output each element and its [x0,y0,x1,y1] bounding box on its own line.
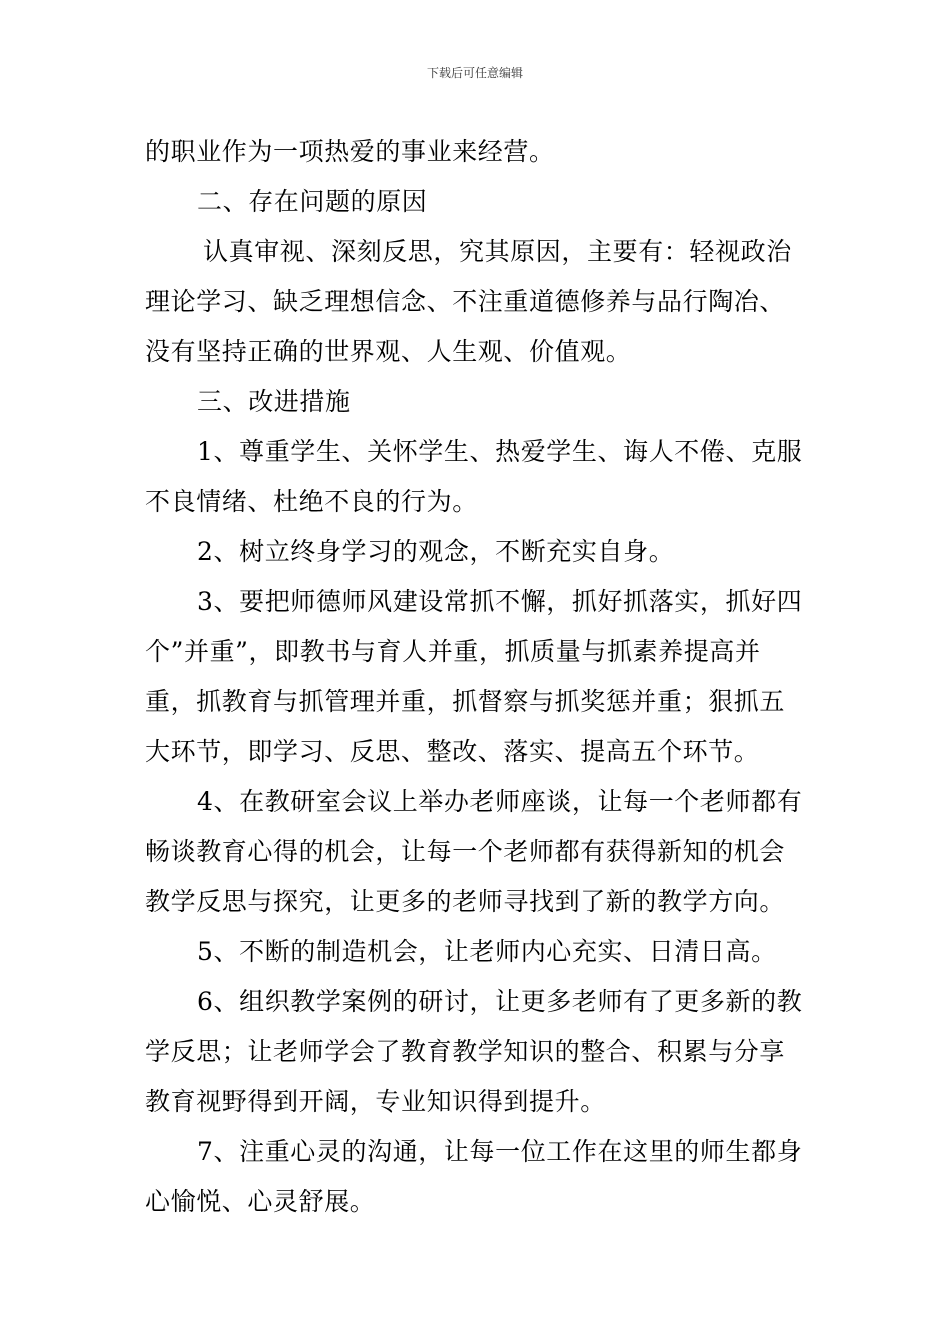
list-item: 7、注重心灵的沟通，让每一位工作在这里的师生都身 [197,1137,803,1166]
section-heading: 三、改进措施 [197,387,351,416]
paragraph-line: 重，抓教育与抓管理并重，抓督察与抓奖惩并重；狠抓五 [145,687,786,716]
paragraph-line: 的职业作为一项热爱的事业来经营。 [145,137,555,166]
header-note: 下载后可任意编辑 [426,66,523,80]
paragraph-line: 学反思；让老师学会了教育教学知识的整合、积累与分享 [145,1037,786,1066]
paragraph-line: 教育视野得到开阔，专业知识得到提升。 [145,1087,606,1116]
paragraph-line: 大环节，即学习、反思、整改、落实、提高五个环节。 [145,737,760,766]
list-item: 4、在教研室会议上举办老师座谈，让每一个老师都有 [197,787,803,816]
paragraph-line: 理论学习、缺乏理想信念、不注重道德修养与品行陶冶、 [145,287,786,316]
paragraph-line: 畅谈教育心得的机会，让每一个老师都有获得新知的机会 [145,837,786,866]
paragraph-line: 认真审视、深刻反思，究其原因，主要有：轻视政治 [203,237,792,266]
paragraph-line: 教学反思与探究，让更多的老师寻找到了新的教学方向。 [145,887,786,916]
document-body [145,127,810,1227]
paragraph-line: 个”并重”，即教书与育人并重，抓质量与抓素养提高并 [145,637,761,666]
list-item: 6、组织教学案例的研讨，让更多老师有了更多新的教 [197,987,803,1016]
list-item: 1、尊重学生、关怀学生、热爱学生、诲人不倦、克服 [197,437,803,466]
list-item: 2、树立终身学习的观念，不断充实自身。 [197,537,675,566]
paragraph-line: 没有坚持正确的世界观、人生观、价值观。 [145,337,632,366]
paragraph-line: 不良情绪、杜绝不良的行为。 [145,487,478,516]
list-item: 5、不断的制造机会，让老师内心充实、日清日高。 [197,937,777,966]
list-item: 3、要把师德师风建设常抓不懈，抓好抓落实，抓好四 [197,587,803,616]
section-heading: 二、存在问题的原因 [197,187,428,216]
paragraph-line: 心愉悦、心灵舒展。 [145,1187,376,1216]
